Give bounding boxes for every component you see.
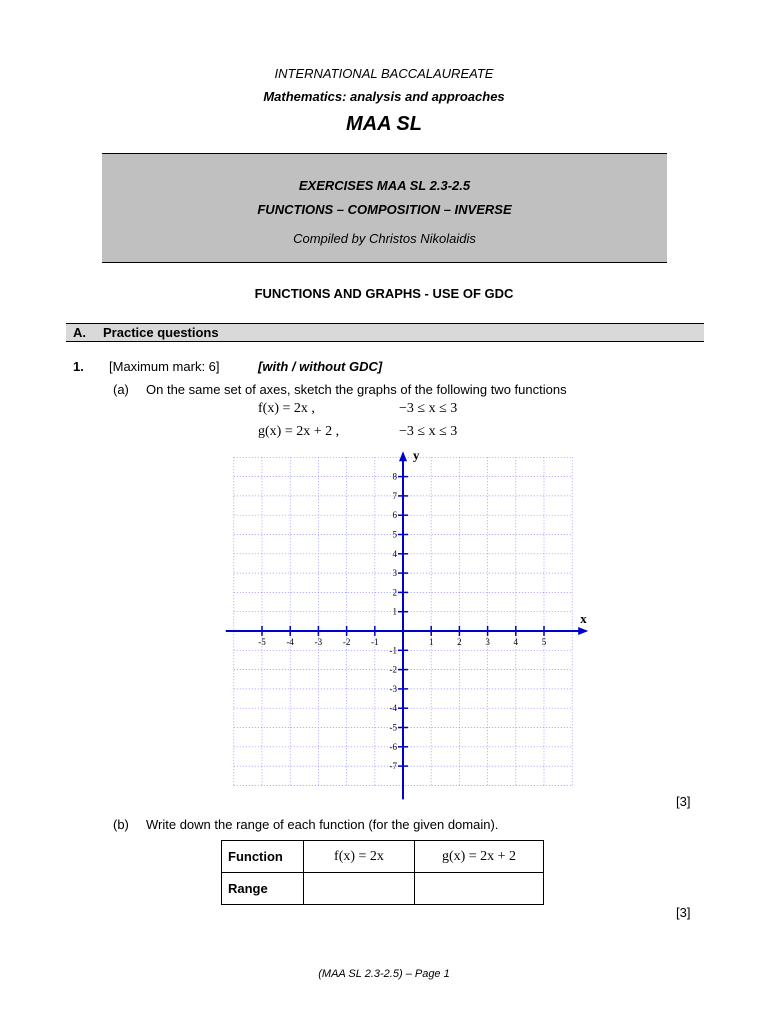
box-line-2: FUNCTIONS – COMPOSITION – INVERSE <box>257 202 512 217</box>
y-tick-label: -6 <box>389 741 397 752</box>
part-a-label: (a) <box>113 382 129 397</box>
range-label: Range <box>222 873 304 905</box>
y-tick-label: 6 <box>392 510 397 521</box>
x-tick-label: 2 <box>457 637 462 647</box>
mark-b: [3] <box>676 905 691 920</box>
x-tick-label: -2 <box>342 637 351 647</box>
x-tick-label: 4 <box>513 637 519 647</box>
header-line-1: INTERNATIONAL BACCALAUREATE <box>274 66 494 81</box>
page-footer: (MAA SL 2.3-2.5) – Page 1 <box>318 968 450 980</box>
part-a-text: On the same set of axes, sketch the graphs of the following two functions <box>146 382 567 397</box>
gdc-note: [with / without GDC] <box>258 359 383 374</box>
max-mark: [Maximum mark: 6] <box>109 359 220 374</box>
x-tick-label: -1 <box>371 637 379 647</box>
y-tick-label: 8 <box>392 471 397 482</box>
y-tick-label: 1 <box>392 606 397 617</box>
header-line-3: MAA SL <box>346 113 422 135</box>
y-axis-label: y <box>413 447 420 463</box>
box-line-3: Compiled by Christos Nikolaidis <box>293 231 476 246</box>
mark-a: [3] <box>676 794 691 809</box>
f-definition: f(x) = 2x , <box>258 401 315 416</box>
section-letter: A. <box>73 325 86 340</box>
range-table <box>221 840 544 905</box>
section-bar-title: Practice questions <box>103 325 219 340</box>
x-tick-label: -4 <box>286 637 294 647</box>
x-axis-arrow <box>578 627 588 635</box>
x-tick-label: 3 <box>485 637 490 647</box>
f-column-header: f(x) = 2x <box>304 841 415 873</box>
x-tick-label: 5 <box>541 637 547 647</box>
y-tick-label: 4 <box>392 548 397 559</box>
part-b-text: Write down the range of each function (for the given domain). <box>146 817 499 832</box>
graph-axes <box>225 447 587 790</box>
section-title: FUNCTIONS AND GRAPHS - USE OF GDC <box>254 286 514 301</box>
y-tick-label: -3 <box>389 683 397 694</box>
question-number: 1. <box>73 359 84 374</box>
y-tick-label: -7 <box>389 761 397 772</box>
header-line-2: Mathematics: analysis and approaches <box>263 89 505 104</box>
function-header: Function <box>222 841 304 873</box>
y-tick-label: 5 <box>392 529 397 540</box>
box-line-1: EXERCISES MAA SL 2.3-2.5 <box>298 178 471 193</box>
f-domain: −3 ≤ x ≤ 3 <box>399 401 458 416</box>
x-axis-label: x <box>580 611 587 626</box>
g-domain: −3 ≤ x ≤ 3 <box>399 424 458 439</box>
f-range-cell[interactable] <box>304 873 415 905</box>
section-bar <box>66 323 704 342</box>
y-tick-label: 2 <box>392 587 397 598</box>
y-tick-label: -5 <box>389 722 397 733</box>
y-tick-label: 7 <box>392 490 397 501</box>
x-tick-label: -3 <box>314 637 323 647</box>
x-tick-label: -5 <box>258 637 266 647</box>
y-tick-label: 3 <box>392 568 397 579</box>
y-axis-arrow <box>399 451 407 461</box>
y-tick-label: -4 <box>389 703 397 714</box>
g-definition: g(x) = 2x + 2 , <box>258 424 340 439</box>
g-column-header: g(x) = 2x + 2 <box>415 841 544 873</box>
part-b-label: (b) <box>113 817 129 832</box>
y-tick-label: -2 <box>389 664 397 675</box>
title-box <box>102 153 667 263</box>
table-row <box>222 873 544 905</box>
x-tick-label: 1 <box>428 637 434 647</box>
y-tick-label: -1 <box>389 645 397 656</box>
g-range-cell[interactable] <box>415 873 544 905</box>
table-row <box>222 841 544 873</box>
